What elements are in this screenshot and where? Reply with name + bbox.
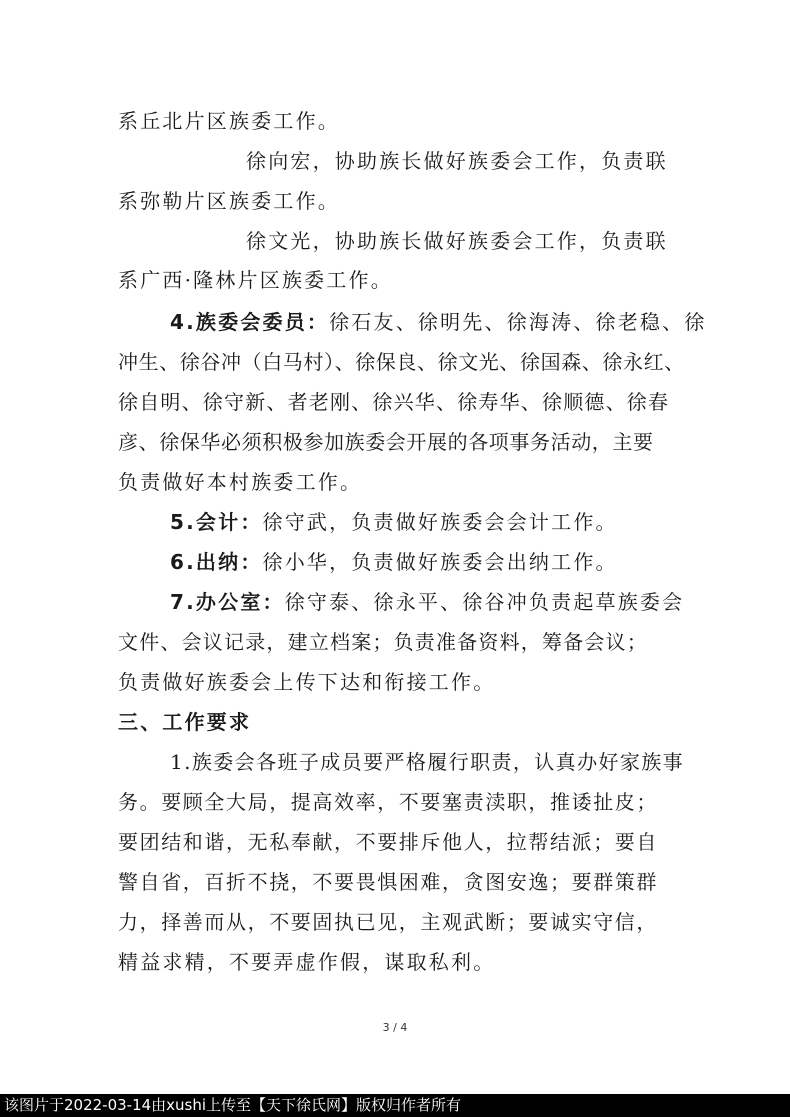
body-line: 冲生、徐谷冲（白马村）、徐保良、徐文光、徐国森、徐永红、	[118, 350, 685, 374]
item-5-text: 徐守武，负责做好族委会会计工作。	[262, 510, 618, 534]
item-6-label: 6.出纳：	[170, 550, 263, 574]
body-line: 徐向宏，协助族长做好族委会工作，负责联	[246, 149, 668, 173]
item-5-label: 5.会计：	[170, 510, 263, 534]
item-6-text: 徐小华，负责做好族委会出纳工作。	[262, 550, 618, 574]
body-line: 系弥勒片区族委工作。	[118, 189, 340, 213]
footer-bar	[0, 1094, 790, 1117]
item-7-label: 7.办公室：	[170, 590, 285, 614]
section-heading: 三、工作要求	[118, 710, 252, 734]
body-line: 系广西·隆林片区族委工作。	[118, 268, 393, 292]
footer-text: 该图片于2022-03-14由xushi上传至【天下徐氏网】版权归作者所有	[4, 1096, 462, 1114]
item-5-line	[170, 510, 618, 534]
item-4-label: 4.族委会委员：	[170, 310, 330, 334]
body-line: 文件、会议记录，建立档案；负责准备资料，筹备会议；	[118, 630, 648, 654]
body-line: 精益求精，不要弄虚作假，谋取私利。	[118, 950, 496, 974]
body-line: 警自省，百折不挠，不要畏惧困难，贪图安逸；要群策群	[118, 870, 658, 894]
body-line: 负责做好本村族委工作。	[118, 470, 363, 494]
body-line: 系丘北片区族委工作。	[118, 109, 340, 133]
item-7-line	[170, 590, 684, 614]
page-number: 3 / 4	[382, 1021, 408, 1034]
body-line: 务。要顾全大局，提高效率，不要塞责渎职，推诿扯皮；	[118, 790, 658, 814]
item-7-text: 徐守泰、徐永平、徐谷冲负责起草族委会	[284, 590, 685, 614]
body-line: 徐文光，协助族长做好族委会工作，负责联	[246, 229, 668, 253]
item-6-line	[170, 550, 618, 574]
body-line: 力，择善而从，不要固执已见，主观武断；要诚实守信，	[118, 910, 658, 934]
body-line: 徐自明、徐守新、者老刚、徐兴华、徐寿华、徐顺德、徐春	[118, 390, 670, 414]
item-4-line	[170, 310, 707, 334]
body-line: 彦、徐保华必须积极参加族委会开展的各项事务活动，主要	[118, 430, 654, 454]
item-4-text: 徐石友、徐明先、徐海涛、徐老稳、徐	[329, 310, 707, 334]
body-line: 负责做好族委会上传下达和衔接工作。	[118, 670, 496, 694]
body-line: 要团结和谐，无私奉献，不要排斥他人，拉帮结派；要自	[118, 830, 658, 854]
body-line: 1.族委会各班子成员要严格履行职责，认真办好家族事	[170, 750, 685, 774]
